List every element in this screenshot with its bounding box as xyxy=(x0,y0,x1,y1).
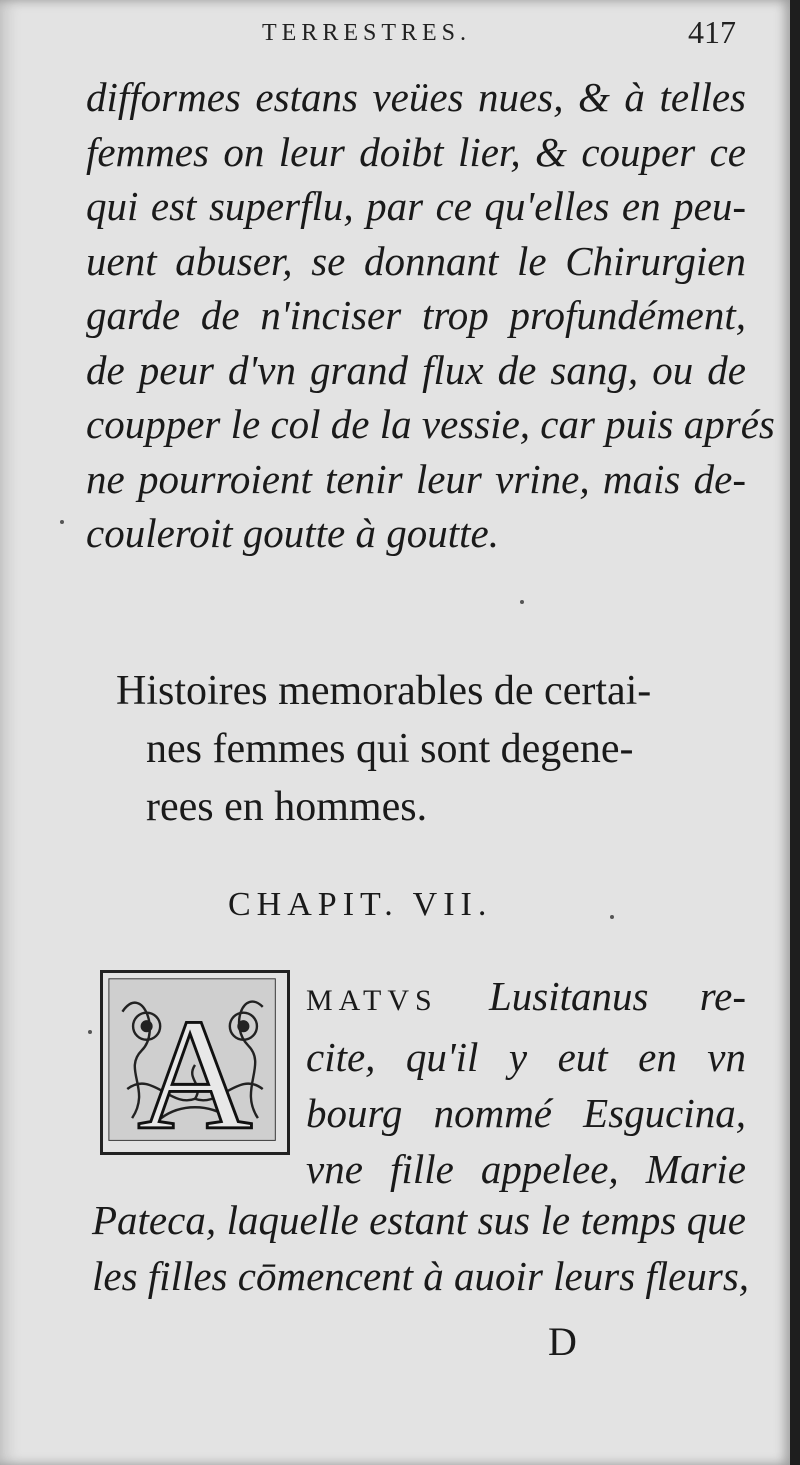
text-line: cite, qu'il y eut en vn xyxy=(306,1034,746,1080)
signature-mark: D xyxy=(548,1319,577,1364)
ink-speck xyxy=(88,1030,92,1034)
page-number: 417 xyxy=(688,14,736,50)
text-line: uent abuser, se donnant le Chirurgien xyxy=(86,237,746,284)
section-heading xyxy=(116,662,748,836)
text-line: qui est superflu, par ce qu'elles en peu- xyxy=(86,183,746,229)
page-edge xyxy=(790,0,800,1465)
text-line: couleroit goutte à goutte. xyxy=(86,510,499,556)
text-line: garde de n'inciser trop profundément, xyxy=(86,292,746,338)
first-word: MATVS xyxy=(306,984,438,1017)
decorated-initial xyxy=(100,970,290,1155)
text-line: vne fille appelee, Marie xyxy=(306,1146,746,1192)
text-line: bourg nommé Esgucina, xyxy=(306,1090,746,1136)
chapter-continuation xyxy=(92,1192,750,1304)
text-line: Pateca, laquelle estant sus le temps que xyxy=(92,1197,746,1243)
body-paragraph xyxy=(86,70,775,561)
chapter-opening xyxy=(306,968,746,1197)
text-line xyxy=(306,968,746,1029)
text-line: de peur d'vn grand flux de sang, ou de xyxy=(86,346,746,393)
text-fragment: Lusitanus re- xyxy=(488,973,747,1019)
heading-line: rees en hommes. xyxy=(146,784,428,830)
ink-speck xyxy=(520,600,524,604)
running-title: TERRESTRES. xyxy=(262,20,472,46)
text-line: femmes on leur doibt lier, & couper ce xyxy=(86,128,746,175)
heading-line: Histoires memorables de certai- xyxy=(116,668,652,714)
ornament-icon xyxy=(103,973,287,1152)
ink-speck xyxy=(60,520,64,524)
text-line: ne pourroient tenir leur vrine, mais de- xyxy=(86,455,746,502)
text-line: difformes estans veües nues, & à telles xyxy=(86,74,746,120)
text-line: les filles cōmencent à auoir leurs fleurs, xyxy=(92,1253,750,1299)
chapter-title: CHAPIT. VII. xyxy=(228,886,493,923)
heading-line: nes femmes qui sont degene- xyxy=(146,726,634,772)
ink-speck xyxy=(610,915,614,919)
text-line: coupper le col de la vessie, car puis aprés xyxy=(86,401,775,447)
drop-cap-letter: A xyxy=(137,985,253,1152)
